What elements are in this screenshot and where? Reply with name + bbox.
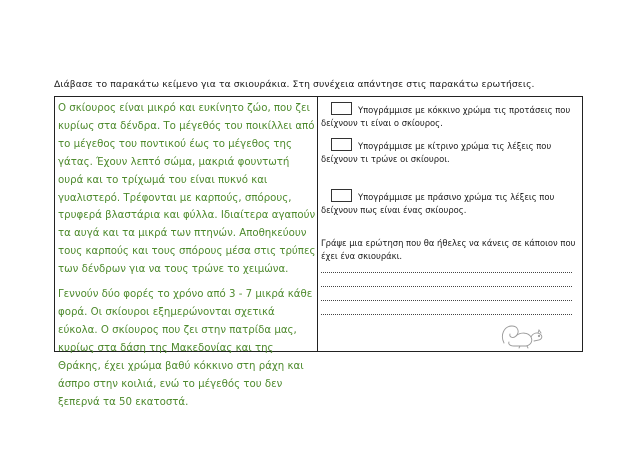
- task-3-text: Υπογράμμισε με πράσινο χρώμα τις λέξεις που δείχνουν πως είναι ένας σκίουρος.: [321, 192, 555, 216]
- color-box[interactable]: [331, 102, 352, 115]
- tasks-column: [318, 97, 582, 351]
- task-3: [321, 189, 577, 218]
- task-2-text: Υπογράμμισε με κίτρινο χρώμα τις λέξεις που δείχνουν τι τρώνε οι σκίουροι.: [321, 141, 552, 165]
- answer-line[interactable]: [321, 314, 572, 315]
- squirrel-icon: [498, 321, 546, 349]
- task-1: [321, 102, 577, 131]
- passage-paragraph-2: Γεννούν δύο φορές το χρόνο από 3 - 7 μικρά κάθε φορά. Οι σκίουροι εξημερώνονται σχετικά εύκολα. Ο σκίουρος που ζει στην πατρίδα μας, κυρίως στα δάση της Μακεδονίας και της Θράκης, έχει χρώμα βαθύ κόκκινο στη ράχη και άσπρο στην κοιλιά, ενώ το μέγεθός του δεν ξεπερνά τα 50 εκατοστά.: [58, 289, 313, 408]
- answer-line[interactable]: [321, 286, 572, 287]
- passage: [58, 100, 316, 411]
- answer-line[interactable]: [321, 300, 572, 301]
- color-box[interactable]: [331, 138, 352, 151]
- passage-column: [55, 97, 318, 408]
- instruction-text: Διάβασε το παρακάτω κείμενο για τα σκιουράκια. Στη συνέχεια απάντησε στις παρακάτω ερωτήσεις.: [54, 79, 535, 90]
- answer-line[interactable]: [321, 272, 572, 273]
- worksheet-table: [54, 96, 583, 408]
- task-2: [321, 138, 577, 167]
- task-1-text: Υπογράμμισε με κόκκινο χρώμα τις προτάσεις που δείχνουν τι είναι ο σκίουρος.: [321, 105, 571, 129]
- passage-paragraph-1: Ο σκίουρος είναι μικρό και ευκίνητο ζώο, που ζει κυρίως στα δένδρα. Το μέγεθός του ποικίλλει από το μέγεθος του ποντικού έως το μέγεθος της γάτας. Έχουν λεπτό σώμα, μακριά φουντωτή ουρά και το τρίχωμά του είναι πυκνό και γυαλιστερό. Τρέφονται με καρπούς, σπόρους, τρυφερά βλαστάρια και φύλλα. Ιδιαίτερα αγαπούν τα αυγά και τα μικρά των πτηνών. Αποθηκεύουν τους καρπούς και τους σπόρους μέσα στις τρύπες των δένδρων για να τους τρώνε το χειμώνα.: [58, 103, 316, 276]
- task-4-text: Γράψε μια ερώτηση που θα ήθελες να κάνεις σε κάποιον που έχει ένα σκιουράκι.: [321, 238, 576, 262]
- color-box[interactable]: [331, 189, 352, 202]
